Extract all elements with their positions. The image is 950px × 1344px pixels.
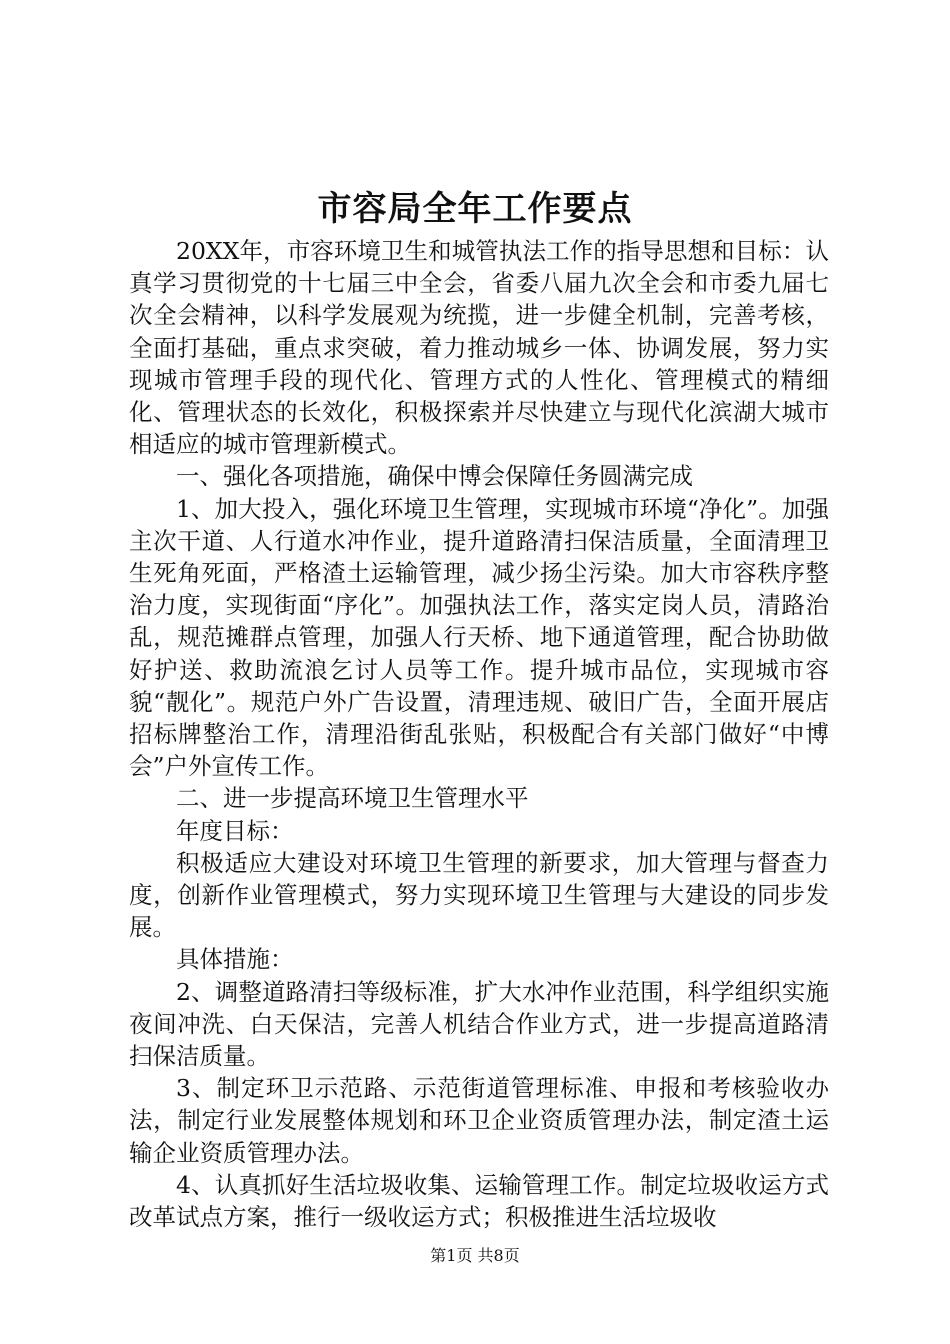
paragraph-annual-goal: 积极适应大建设对环境卫生管理的新要求，加大管理与督查力度，创新作业管理模式，努力实现环境卫生管理与大建设的同步发展。 (129, 848, 829, 942)
heading-section-2: 二、进一步提高环境卫生管理水平 (176, 784, 529, 813)
document-body (129, 235, 829, 1233)
label-annual-goal: 年度目标： (176, 816, 294, 845)
paragraph-item-4: 4、认真抓好生活垃圾收集、运输管理工作。制定垃圾收运方式改革试点方案，推行一级收运方式；积极推进生活垃圾收 (129, 1170, 829, 1232)
paragraph-item-2: 2、调整道路清扫等级标准，扩大水冲作业范围，科学组织实施夜间冲洗、白天保洁，完善人机结合作业方式，进一步提高道路清扫保洁质量。 (129, 977, 829, 1071)
label-specific-measures: 具体措施： (176, 945, 294, 974)
page-footer: 第1页 共8页 (430, 1246, 520, 1265)
document-title: 市容局全年工作要点 (317, 189, 633, 229)
heading-section-1: 一、强化各项措施，确保中博会保障任务圆满完成 (176, 462, 693, 491)
paragraph-guiding-thought: 20XX年，市容环境卫生和城管执法工作的指导思想和目标：认真学习贯彻党的十七届三中全会，省委八届九次全会和市委九届七次全会精神，以科学发展观为统揽，进一步健全机制，完善考核，全面打基础，重点求突破，着力推动城乡一体、协调发展，努力实现城市管理手段的现代化、管理方式的人性化、管理模式的精细化、管理状态的长效化，积极探索并尽快建立与现代化滨湖大城市相适应的城市管理新模式。 (129, 237, 829, 459)
paragraph-item-3: 3、制定环卫示范路、示范街道管理标准、申报和考核验收办法，制定行业发展整体规划和环卫企业资质管理办法，制定渣土运输企业资质管理办法。 (129, 1074, 829, 1167)
paragraph-item-1: 1、加大投入，强化环境卫生管理，实现城市环境“净化”。加强主次干道、人行道水冲作业，提升道路清扫保洁质量，全面清理卫生死角死面，严格渣土运输管理，减少扬尘污染。加大市容秩序整治力度，实现街面“序化”。加强执法工作，落实定岗人员，清路治乱，规范摊群点管理，加强人行天桥、地下通道管理，配合协助做好护送、救助流浪乞讨人员等工作。提升城市品位，实现城市容貌“靓化”。规范户外广告设置，清理违规、破旧广告，全面开展店招标牌整治工作，清理沿街乱张贴，积极配合有关部门做好“中博会”户外宣传工作。 (129, 494, 829, 781)
